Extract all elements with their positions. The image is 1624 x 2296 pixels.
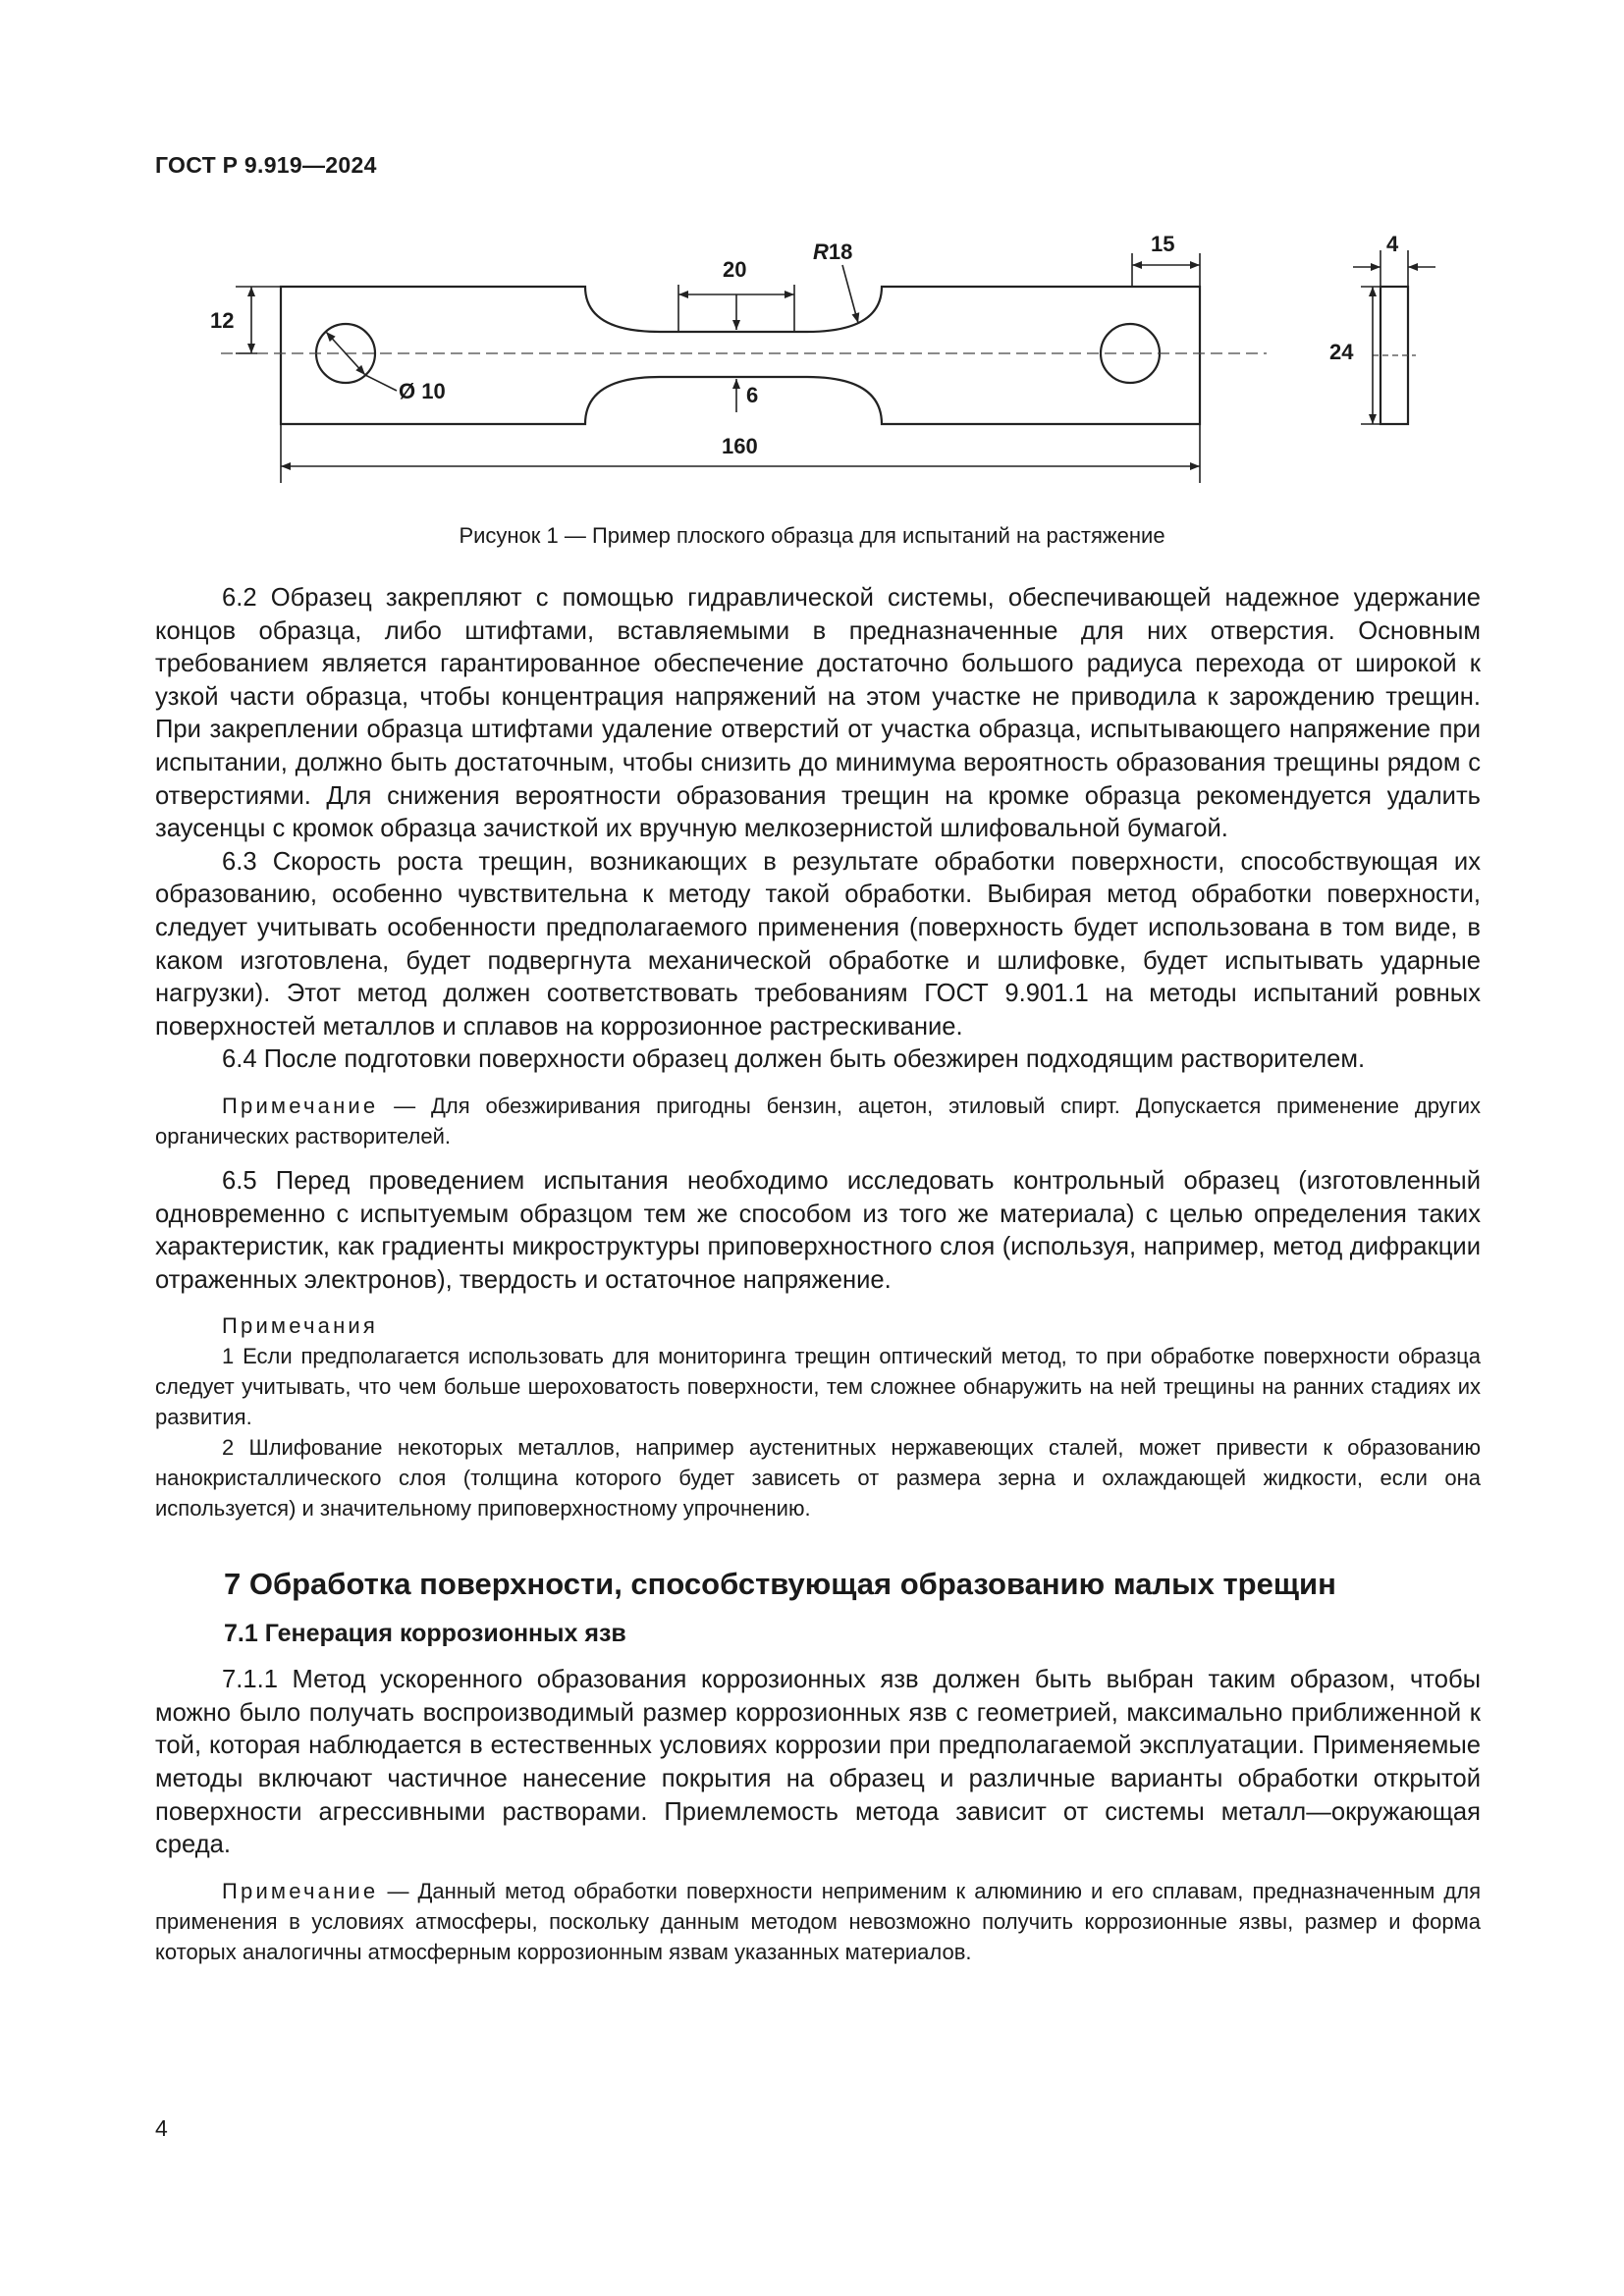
figure-caption: Рисунок 1 — Пример плоского образца для испытаний на растяжение (459, 523, 1165, 548)
note-degreasing (155, 1091, 1481, 1151)
paragraph-7-1-1: 7.1.1 Метод ускоренного образования коррозионных язв должен быть выбран таким образом, чтобы можно было получать воспроизводимый размер коррозионных язв с геометрией, максимально приближенной к той, которая наблюдается в естественных условиях коррозии при предполагаемой эксплуатации. Применяемые методы включают частичное нанесение покрытия на образец и различные варианты обработки открытой поверхности агрессивными растворами. Приемлемость метода зависит от системы металл—окружающая среда. (155, 1666, 1481, 1859)
radius-label: R18 (813, 240, 853, 264)
dim-15-label: 15 (1151, 232, 1175, 256)
section-7-title: 7 Обработка поверхности, способствующая образованию малых трещин (224, 1567, 1336, 1602)
dim-24-label: 24 (1329, 340, 1354, 364)
paragraph-6-4: 6.4 После подготовки поверхности образец должен быть обезжирен подходящим растворителем. (222, 1045, 1366, 1074)
paragraph-6-2: 6.2 Образец закрепляют с помощью гидравлической системы, обеспечивающей надежное удержание концов образца, либо штифтами, вставляемыми в предназначенные для них отверстия. Основным требованием является гарантированное обеспечение достаточно большого радиуса перехода от широкой к узкой части образца, чтобы концентрация напряжений на этом участке не приводила к зарождению трещин. При закреплении образца штифтами удаление отверстий от участка образца, испытывающего напряжение при испытании, должно быть достаточным, чтобы снизить до минимума вероятность образования трещины рядом с отверстиями. Для снижения вероятности образования трещин на кромке образца рекомендуется удалить заусенцы с кромок образца зачисткой их вручную мелкозернистой шлифовальной бумагой. (155, 584, 1481, 843)
dim-160-label: 160 (722, 434, 758, 458)
dim-6-label: 6 (746, 383, 759, 407)
paragraph-6-3: 6.3 Скорость роста трещин, возникающих в результате обработки поверхности, способствующая их образованию, особенно чувствительна к методу такой обработки. Выбирая метод обработки поверхности, следует учитывать особенности предполагаемого применения (поверхность будет использована в том виде, в каком изготовлена, будет подвергнута механической обработке и шлифовке, будет испытывать ударные нагрузки). Этот метод должен соответствовать требованиям ГОСТ 9.901.1 на методы испытаний ровных поверхностей металлов и сплавов на коррозионное растрескивание. (155, 847, 1481, 1041)
note-item-1: 1 Если предполагается использовать для мониторинга трещин оптический метод, то при обработке поверхности образца следует учитывать, что чем больше шероховатость поверхности, тем сложнее обнаружить на ней трещины на ранних стадиях их развития. (155, 1344, 1481, 1430)
page-number: 4 (155, 2115, 168, 2141)
note-item-2: 2 Шлифование некоторых металлов, например аустенитных нержавеющих сталей, может привести к образованию нанокристаллического слоя (толщина которого будет зависеть от размера зерна и охлаждающей жидкости, если она используется) и значительному приповерхностному упрочнению. (155, 1435, 1481, 1522)
specimen-outline (281, 287, 1200, 424)
note-label: Примечание (222, 1878, 379, 1903)
note-text: — Для обезжиривания пригодны бензин, ацетон, этиловый спирт. Допускается применение других органических растворителей. (155, 1093, 1481, 1148)
dim-20-label: 20 (723, 257, 747, 282)
specimen-drawing (0, 221, 1624, 506)
paragraph-6-5: 6.5 Перед проведением испытания необходимо исследовать контрольный образец (изготовленный одновременно с испытуемым образцом тем же способом из того же материала) с целью определения таких характеристик, как градиенты микроструктуры приповерхностного слоя (используя, например, метод дифракции отраженных электронов), твердость и остаточное напряжение. (155, 1166, 1481, 1294)
document-header: ГОСТ Р 9.919—2024 (155, 152, 377, 178)
notes-block (155, 1310, 1481, 1523)
dim-4-label: 4 (1386, 232, 1399, 256)
document-body (155, 582, 1481, 1981)
note-text: — Данный метод обработки поверхности неприменим к алюминию и его сплавам, предназначенным для применения в условиях атмосферы, поскольку данным методом невозможно получить коррозионные язвы, размер и форма которых аналогичны атмосферным коррозионным язвам указанных материалов. (155, 1878, 1481, 1964)
dim-d10-label: Ø 10 (399, 379, 446, 403)
section-7-1-title: 7.1 Генерация коррозионных язв (224, 1620, 626, 1648)
note-label: Примечание (222, 1093, 379, 1118)
note-aluminium (155, 1876, 1481, 1967)
dim-12-label: 12 (210, 308, 235, 333)
notes-label: Примечания (222, 1313, 379, 1339)
